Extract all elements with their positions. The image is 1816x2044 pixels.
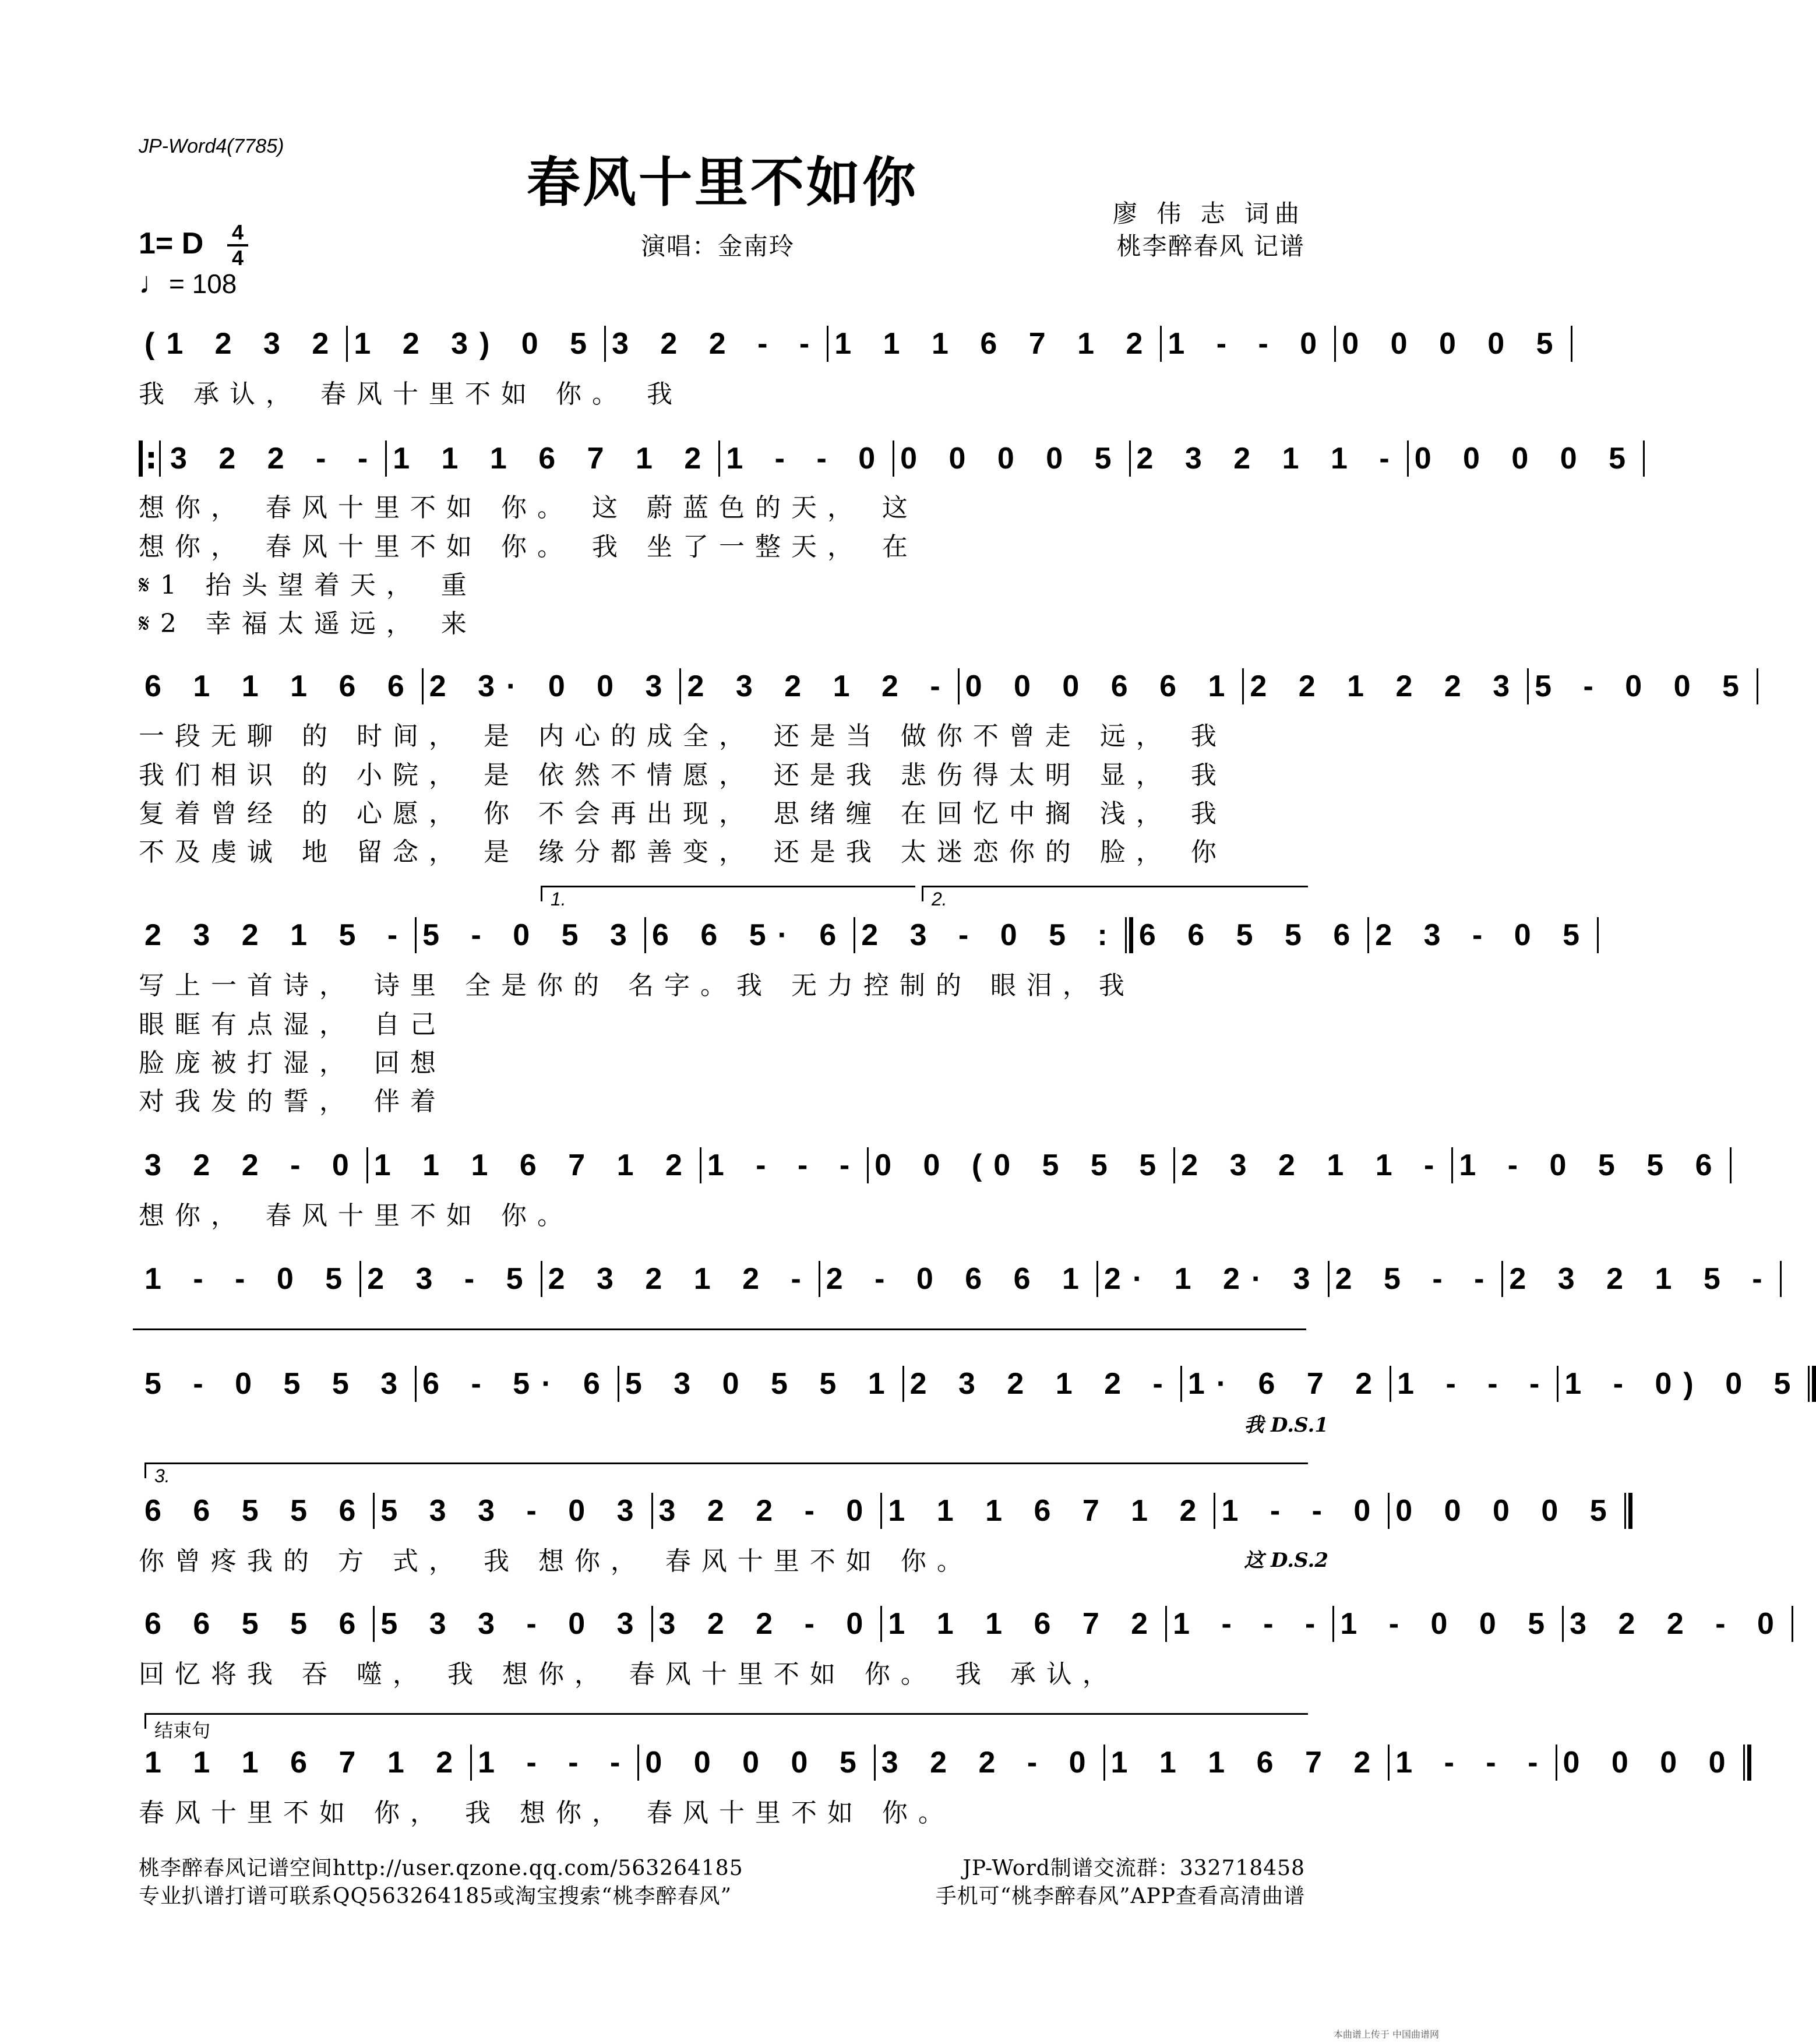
system-8-notes xyxy=(139,1490,1618,1531)
footer-contact: 专业扒谱打谱可联系QQ563264185或淘宝搜索“桃李醉春风” xyxy=(139,1884,732,1908)
singer-credit: 演唱：金南玲 xyxy=(641,232,795,260)
measure: 0 0 0 0 5 xyxy=(1342,327,1565,361)
system-6-notes xyxy=(139,1259,1774,1299)
song-title: 春风十里不如你 xyxy=(526,151,918,214)
measure: 1· 6 7 2 xyxy=(1187,1367,1384,1401)
ds1-marking: 我 D.S.1 xyxy=(1244,1414,1328,1437)
system-7-notes xyxy=(139,1363,1803,1404)
lyric-line: 𝄋1 抬头望着天， 重 xyxy=(139,570,477,600)
measure: 2 3 - 5 xyxy=(367,1262,535,1296)
measure: 1 - - 0 xyxy=(726,442,887,475)
time-signature-top: 4 xyxy=(231,220,244,244)
measure: 2 - 0 6 6 1 xyxy=(826,1262,1091,1296)
time-signature-bottom: 4 xyxy=(231,246,244,270)
measure: 1 1 1 6 7 1 2 xyxy=(144,1746,465,1779)
measure: 5 3 0 5 5 1 xyxy=(625,1367,897,1401)
measure: 6 6 5· 6 xyxy=(651,918,848,952)
measure: 5 - 0 5 5 3 xyxy=(144,1367,410,1401)
measure: 2 3 2 1 1 - xyxy=(1136,442,1401,475)
time-signature xyxy=(226,221,249,269)
ending-label: 2. xyxy=(932,889,947,910)
measure: 2 2 1 2 2 3 xyxy=(1250,669,1522,703)
ds2-marking: 这 D.S.2 xyxy=(1244,1549,1328,1572)
ending-label: 1. xyxy=(551,889,566,910)
measure: 2· 1 2· 3 xyxy=(1103,1262,1322,1296)
barline xyxy=(1757,668,1758,704)
lyric-line: 想你， 春风十里不如 你。 我 坐了一整天， 在 xyxy=(139,532,918,562)
measure: (1 2 3 2 xyxy=(144,327,341,361)
measure: 2 3 2 1 2 - xyxy=(548,1262,813,1296)
final-barline xyxy=(1743,1745,1751,1781)
measure: 0 0 0 0 5 xyxy=(1395,1494,1618,1528)
measure: 1 1 1 6 7 1 2 xyxy=(888,1494,1208,1528)
measure: 0 0 0 0 xyxy=(1563,1746,1737,1779)
lyric-line: 春风十里不如 你， 我 想你， 春风十里不如 你。 xyxy=(139,1798,954,1828)
system-4-notes xyxy=(139,915,1592,956)
lyric-line: 回忆将我 吞 噬， 我 想你， 春风十里不如 你。 我 承认， xyxy=(139,1659,1119,1689)
composer-credit: 廖 伟 志 词曲 xyxy=(1112,199,1305,228)
measure: 6 - 5· 6 xyxy=(422,1367,612,1401)
measure: 1 - - 0 xyxy=(1168,327,1329,361)
lyric-line: 我们相识 的 小院， 是 依然不情愿， 还是我 悲伤得太明 显， 我 xyxy=(139,760,1227,790)
measure: 5 - 0 0 5 xyxy=(1535,669,1751,703)
measure: 5 3 3 - 0 3 xyxy=(380,1494,646,1528)
quarter-note-icon: ♩ xyxy=(139,266,169,300)
software-label: JP-Word4(7785) xyxy=(139,135,284,157)
measure: 3 2 2 - 0 xyxy=(144,1148,361,1182)
measure: 0 0 0 0 5 xyxy=(645,1746,868,1779)
footer-qzone: 桃李醉春风记谱空间http://user.qzone.qq.com/563264185 xyxy=(139,1856,743,1880)
barline xyxy=(1571,326,1572,362)
barline xyxy=(1792,1606,1793,1642)
measure: 1 - - - xyxy=(707,1148,862,1182)
repeat-start-sign: : xyxy=(139,440,164,477)
measure: 1 - 0) 0 5 xyxy=(1564,1367,1803,1401)
section-end-barline xyxy=(1808,1366,1816,1402)
measure: 2 3 2 1 1 - xyxy=(1181,1148,1446,1182)
third-ending-bracket xyxy=(144,1462,1308,1486)
measure: 3 2 2 - - xyxy=(170,442,380,475)
measure: 3 2 2 - 0 xyxy=(658,1607,875,1641)
measure: 1 - - - xyxy=(478,1746,632,1779)
lyric-line: 你曾疼我的 方 式， 我 想你， 春风十里不如 你。 xyxy=(139,1546,973,1576)
footer-group: JP-Word制谱交流群：332718458 xyxy=(962,1856,1305,1880)
measure: 2 3 2 1 2 - xyxy=(687,669,952,703)
measure: 1 1 1 6 7 1 2 xyxy=(373,1148,694,1182)
barline xyxy=(1730,1147,1732,1183)
coda-label: 结束句 xyxy=(154,1719,211,1742)
measure: 0 0 0 6 6 1 xyxy=(965,669,1237,703)
key-signature: 1= D xyxy=(139,227,204,260)
lyric-line: 想你， 春风十里不如 你。 xyxy=(139,1201,573,1231)
first-ending-bracket xyxy=(541,886,915,910)
lyric-line: 想你， 春风十里不如 你。 这 蔚蓝色的天， 这 xyxy=(139,493,918,523)
measure: 0 0 0 0 5 xyxy=(1414,442,1638,475)
measure: 2 5 - - xyxy=(1335,1262,1496,1296)
lyric-line: 复着曾经 的 心愿， 你 不会再出现， 思绪缠 在回忆中搁 浅， 我 xyxy=(139,799,1227,829)
tempo-marking xyxy=(139,266,237,301)
system-5-notes xyxy=(139,1145,1724,1186)
barline xyxy=(1597,917,1599,953)
measure: 1 - - - xyxy=(1397,1367,1551,1401)
measure: 1 - - 0 5 xyxy=(144,1262,354,1296)
measure: 1 - - 0 xyxy=(1221,1494,1383,1528)
lyric-line: 我 承认， 春风十里不如 你。 我 xyxy=(139,379,683,409)
lyric-line: 对我发的誓， 伴着 xyxy=(139,1087,446,1116)
lyric-line: 不及虔诚 地 留念， 是 缘分都善变， 还是我 太迷恋你的 脸， 你 xyxy=(139,837,1227,867)
measure: 1 - - - xyxy=(1173,1607,1327,1641)
lyric-line: 脸庞被打湿， 回想 xyxy=(139,1048,446,1078)
measure: 2 3 - 0 5 : xyxy=(861,918,1119,952)
lyric-line: 𝄋2 幸福太遥远， 来 xyxy=(139,609,477,639)
measure: 6 1 1 1 6 6 xyxy=(144,669,416,703)
section-end-barline xyxy=(1624,1493,1632,1529)
measure: 1 1 1 6 7 1 2 xyxy=(393,442,713,475)
measure: 2 3· 0 0 3 xyxy=(429,669,674,703)
barline xyxy=(1643,440,1645,477)
measure: 2 3 2 1 5 - xyxy=(144,918,410,952)
measure: 3 2 2 - 0 xyxy=(1570,1607,1786,1641)
upload-stamp: 本曲谱上传于 中国曲谱网 xyxy=(1333,2029,1439,2040)
measure: 2 3 - 0 5 xyxy=(1375,918,1592,952)
measure: 3 2 2 - - xyxy=(612,327,821,361)
measure: 1 1 1 6 7 2 xyxy=(1110,1746,1383,1779)
tempo-value: = 108 xyxy=(169,269,237,299)
measure: 6 6 5 5 6 xyxy=(1138,918,1362,952)
second-ending-bracket xyxy=(922,886,1308,910)
system-10-notes xyxy=(139,1742,1737,1783)
measure: 2 3 2 1 5 - xyxy=(1509,1262,1774,1296)
footer-app: 手机可“桃李醉春风”APP查看高清曲谱 xyxy=(935,1884,1305,1908)
system-3-notes xyxy=(139,666,1751,707)
coda-bracket xyxy=(144,1713,1308,1742)
measure: 1 - - - xyxy=(1395,1746,1550,1779)
system-1-notes xyxy=(139,323,1565,364)
measure: 6 6 5 5 6 xyxy=(144,1494,368,1528)
ending-label: 3. xyxy=(154,1465,170,1486)
lyric-line: 眼眶有点湿， 自己 xyxy=(139,1010,446,1039)
measure: 0 0 (0 5 5 5 xyxy=(874,1148,1168,1182)
repeat-end-barline xyxy=(1125,917,1133,953)
measure: 2 3 2 1 2 - xyxy=(909,1367,1175,1401)
measure: 5 - 0 5 3 xyxy=(422,918,639,952)
long-tie-line xyxy=(133,1328,1306,1330)
transcriber-credit: 桃李醉春风 记谱 xyxy=(1116,232,1305,260)
measure: 1 2 3) 0 5 xyxy=(354,327,599,361)
measure: 1 1 1 6 7 1 2 xyxy=(834,327,1155,361)
measure: 0 0 0 0 5 xyxy=(900,442,1123,475)
measure: 1 - 0 5 5 6 xyxy=(1459,1148,1724,1182)
measure: 3 2 2 - 0 xyxy=(881,1746,1098,1779)
system-2-notes xyxy=(139,438,1638,479)
measure: 1 1 1 6 7 2 xyxy=(888,1607,1160,1641)
measure: 5 3 3 - 0 3 xyxy=(380,1607,646,1641)
lyric-line: 写上一首诗， 诗里 全是你的 名字。我 无力控制的 眼泪，我 xyxy=(139,971,1135,1000)
lyric-line: 一段无聊 的 时间， 是 内心的成全， 还是当 做你不曾走 远， 我 xyxy=(139,721,1227,751)
barline xyxy=(1780,1261,1782,1297)
measure: 3 2 2 - 0 xyxy=(658,1494,875,1528)
system-9-notes xyxy=(139,1604,1786,1644)
measure: 1 - 0 0 5 xyxy=(1340,1607,1557,1641)
measure: 6 6 5 5 6 xyxy=(144,1607,368,1641)
